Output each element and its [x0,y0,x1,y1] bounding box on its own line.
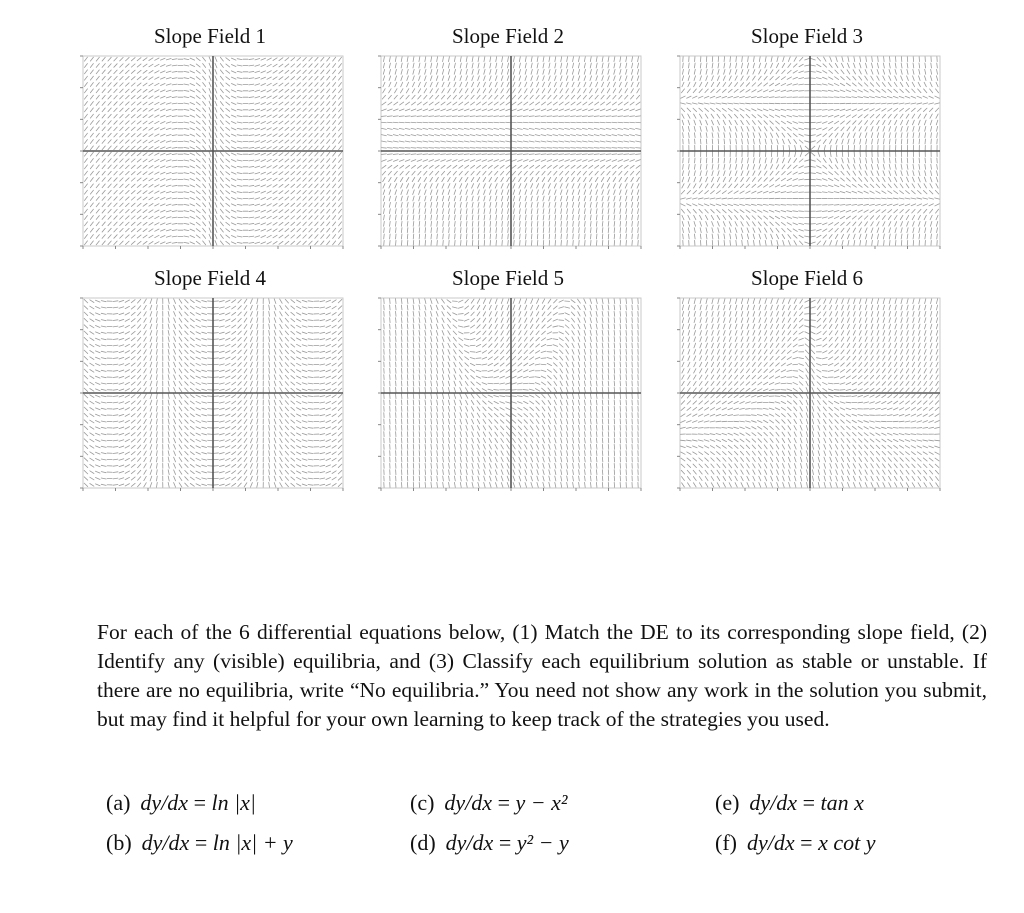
slope-segment [561,234,562,239]
slope-segment [907,158,908,163]
slope-segment [571,116,576,117]
slope-segment [884,57,885,62]
slope-segment [517,116,522,117]
slope-segment [458,116,463,117]
slope-segment [405,116,410,117]
slope-segment [706,139,707,144]
slope-segment [381,154,386,155]
slope-segment [624,154,629,155]
slope-segment [511,154,516,155]
slope-segment [452,154,457,155]
slope-segment [834,97,839,98]
slope-field-5-title: Slope Field 5 [451,266,564,290]
slope-segment [585,234,586,239]
slope-segment [730,57,731,62]
slope-segment [582,116,587,117]
slope-segment [567,234,568,239]
slope-segment [500,116,505,117]
slope-segment [594,116,599,117]
slope-segment [413,234,414,239]
slope-segment [600,154,605,155]
slope-segment [612,154,617,155]
slope-segment [730,240,731,245]
slope-segment [632,234,633,239]
slope-segment [553,116,558,117]
slope-field-2-plot [377,52,645,250]
slope-segment [441,154,446,155]
slope-field-4 [79,294,347,492]
slope-segment [449,228,450,233]
slope-segment [541,116,546,117]
slope-segment [472,234,473,239]
slope-segment [626,234,627,239]
slope-segment [901,158,902,163]
slope-segment [890,240,891,245]
slope-segment [508,234,509,239]
slope-segment [712,139,713,144]
slope-segment [718,158,719,163]
slope-segment [520,234,521,239]
slope-segment [549,234,550,239]
slope-segment [543,234,544,239]
slope-segment [531,234,532,239]
slope-segment [537,234,538,239]
slope-segment [913,158,914,163]
slope-segment [612,116,617,117]
slope-segment [490,234,491,239]
slope-segment [488,154,493,155]
slope-segment [514,234,515,239]
slope-field-1-title: Slope Field 1 [153,24,266,48]
slope-segment [535,116,540,117]
slope-segment [600,116,605,117]
slope-segment [384,234,385,239]
slope-segment [429,154,434,155]
slope-segment [387,154,392,155]
slope-segment [393,116,398,117]
slope-segment [443,228,444,233]
slope-segment [858,198,863,199]
slope-segment [417,154,422,155]
slope-segment [506,116,511,117]
slope-segment [419,234,420,239]
slope-field-4-plot [79,294,347,492]
slope-segment [781,205,786,206]
slope-segment [588,154,593,155]
slope-segment [547,154,552,155]
slope-segment [482,116,487,117]
slope-segment [399,154,404,155]
slope-segment [535,154,540,155]
slope-segment [842,145,843,150]
slope-segment [494,116,499,117]
slope-segment [411,154,416,155]
slope-segment [582,154,587,155]
slope-segment [407,234,408,239]
slope-segment [506,154,511,155]
slope-segment [890,57,891,62]
slope-segment [630,154,635,155]
slope-segment [573,228,574,233]
slope-segment [606,116,611,117]
slope-segment [907,139,908,144]
slope-segment [608,234,609,239]
slope-segment [576,154,581,155]
slope-segment [777,145,778,150]
slope-segment [805,173,810,174]
slope-segment [496,234,497,239]
slope-segment [508,228,509,233]
slope-segment [396,234,397,239]
slope-segment [455,234,456,239]
slope-segment [571,154,576,155]
slope-segment [553,154,558,155]
slope-segment [484,234,485,239]
slope-segment [638,234,639,239]
slope-segment [630,116,635,117]
slope-field-4-title: Slope Field 4 [153,266,266,290]
slope-segment [638,228,639,233]
slope-segment [500,154,505,155]
slope-segment [470,116,475,117]
slope-field-6-title: Slope Field 6 [750,266,863,290]
slope-segment [387,116,392,117]
slope-segment [384,228,385,233]
slope-segment [446,116,451,117]
slope-segment [514,228,515,233]
slope-segment [718,139,719,144]
slope-segment [559,116,564,117]
slope-segment [555,234,556,239]
slope-segment [576,116,581,117]
slope-segment [449,234,450,239]
slope-segment [913,139,914,144]
slope-segment [431,234,432,239]
slope-segment [401,234,402,239]
slope-segment [523,154,528,155]
slope-segment [517,154,522,155]
slope-segment [511,116,516,117]
slope-segment [446,154,451,155]
slope-segment [464,116,469,117]
slope-segment [476,154,481,155]
slope-segment [417,116,422,117]
slope-field-3-title: Slope Field 3 [750,24,863,48]
slope-segment [390,234,391,239]
slope-segment [399,116,404,117]
slope-field-1 [79,52,347,250]
slope-segment [461,234,462,239]
slope-segment [425,234,426,239]
slope-segment [523,116,528,117]
slope-segment [547,116,552,117]
slope-segment [810,173,815,174]
slope-segment [614,234,615,239]
slope-segment [411,116,416,117]
slope-segment [901,139,902,144]
slope-segment [423,154,428,155]
slope-segment [443,234,444,239]
slope-segment [476,116,481,117]
slope-segment [565,116,570,117]
slope-segment [526,234,527,239]
slope-segment [541,154,546,155]
slope-segment [502,234,503,239]
slope-segment [482,154,487,155]
slope-segment [777,152,778,157]
slope-segment [624,116,629,117]
slope-segment [636,154,641,155]
slope-segment [441,116,446,117]
slope-segment [464,154,469,155]
slope-segment [405,154,410,155]
slope-segment [429,116,434,117]
slope-segment [842,152,843,157]
slope-segment [478,234,479,239]
slope-segment [596,234,597,239]
slope-segment [781,97,786,98]
slope-segment [470,154,475,155]
slope-field-2 [377,52,645,250]
slope-segment [618,116,623,117]
slope-segment [757,198,762,199]
slope-segment [805,129,810,130]
slope-segment [435,154,440,155]
slope-segment [834,205,839,206]
slope-segment [736,57,737,62]
slope-segment [565,154,570,155]
slope-field-1-plot [79,52,347,250]
slope-segment [529,154,534,155]
slope-segment [858,103,863,104]
slope-segment [606,154,611,155]
slope-segment [529,116,534,117]
slope-segment [636,116,641,117]
slope-segment [494,154,499,155]
slope-field-2-title: Slope Field 2 [451,24,564,48]
slope-segment [712,158,713,163]
slope-segment [559,154,564,155]
slope-field-3 [676,52,944,250]
slope-segment [757,103,762,104]
slope-segment [602,234,603,239]
slope-segment [618,154,623,155]
slope-segment [706,158,707,163]
slope-segment [458,154,463,155]
slope-segment [437,234,438,239]
slope-segment [588,116,593,117]
slope-segment [594,154,599,155]
slope-segment [810,129,815,130]
slope-segment [884,240,885,245]
slope-segment [573,234,574,239]
slope-segment [579,234,580,239]
slope-segment [591,234,592,239]
slope-segment [620,234,621,239]
slope-segment [579,228,580,233]
slope-segment [466,234,467,239]
slope-segment [393,154,398,155]
slope-field-3-plot [676,52,944,250]
slope-segment [452,116,457,117]
slope-segment [736,240,737,245]
slope-segment [435,116,440,117]
slope-segment [381,116,386,117]
slope-segment [423,116,428,117]
slope-segment [488,116,493,117]
